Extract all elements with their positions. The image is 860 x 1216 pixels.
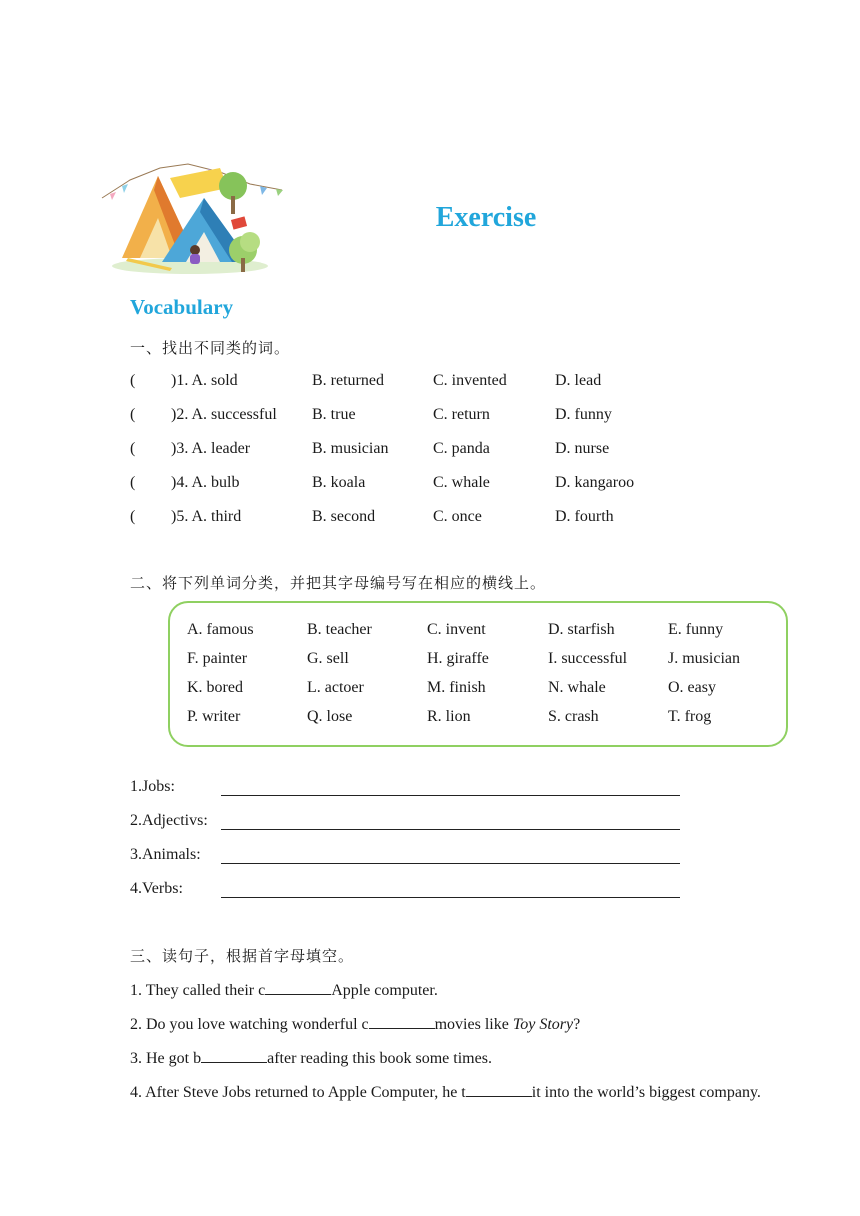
- word-bank-item: R. lion: [427, 708, 471, 725]
- section-heading: Vocabulary: [130, 295, 234, 319]
- word-bank-item: G. sell: [307, 650, 349, 667]
- sentence-text: it into the world’s biggest company.: [531, 1084, 761, 1101]
- sentence-text: 2. Do you love watching wonderful c: [130, 1016, 369, 1033]
- sentence-text: after reading this book some times.: [267, 1050, 492, 1067]
- option-b: B. musician: [312, 440, 389, 457]
- sentence-text: movies like: [434, 1016, 513, 1033]
- word-bank-item: H. giraffe: [427, 650, 489, 667]
- word-bank-item: B. teacher: [307, 621, 372, 638]
- option-c: C. invented: [433, 372, 507, 389]
- option-c: C. once: [433, 508, 482, 525]
- option-b: B. true: [312, 406, 356, 423]
- word-bank-item: S. crash: [548, 708, 599, 725]
- word-bank-item: D. starfish: [548, 621, 615, 638]
- blank[interactable]: [466, 1082, 532, 1097]
- word-bank-item: F. painter: [187, 650, 248, 667]
- option-b: B. koala: [312, 474, 366, 491]
- option-c: C. return: [433, 406, 490, 423]
- word-bank-item: M. finish: [427, 679, 486, 696]
- category-label-jobs: 1.Jobs:: [130, 778, 175, 795]
- word-bank-item: T. frog: [668, 708, 712, 725]
- word-bank-item: J. musician: [668, 650, 740, 667]
- sentence-text: ?: [573, 1016, 581, 1033]
- answer-line-jobs[interactable]: [221, 795, 680, 796]
- option-d: D. kangaroo: [555, 474, 635, 491]
- sentence-text: 3. He got b: [130, 1050, 202, 1067]
- question-paren: (: [130, 474, 136, 491]
- question-number-option-a: )3. A. leader: [171, 440, 251, 457]
- option-d: D. funny: [555, 406, 612, 423]
- blank[interactable]: [201, 1048, 267, 1063]
- sentence-text: 4. After Steve Jobs returned to Apple Computer, he t: [130, 1084, 466, 1101]
- word-bank-item: K. bored: [187, 679, 243, 696]
- option-b: B. second: [312, 508, 376, 525]
- part1-heading: 一、找出不同类的词。: [130, 339, 291, 357]
- question-number-option-a: )1. A. sold: [171, 372, 238, 389]
- word-bank-item: P. writer: [187, 708, 241, 725]
- blank[interactable]: [265, 980, 331, 995]
- option-d: D. fourth: [555, 508, 614, 525]
- category-label-animals: 3.Animals:: [130, 846, 201, 863]
- page-title: Exercise: [435, 202, 537, 233]
- word-bank-item: C. invent: [427, 621, 486, 638]
- sentence-text: Apple computer.: [331, 982, 438, 999]
- option-b: B. returned: [312, 372, 384, 389]
- part3-heading: 三、读句子，根据首字母填空。: [130, 947, 355, 965]
- category-label-adjectives: 2.Adjectivs:: [130, 812, 208, 829]
- answer-line-verbs[interactable]: [221, 897, 680, 898]
- sentence-2: [130, 1014, 580, 1035]
- question-number-option-a: )4. A. bulb: [171, 474, 240, 491]
- word-bank-item: E. funny: [668, 621, 724, 638]
- option-c: C. panda: [433, 440, 490, 457]
- part2-heading: 二、将下列单词分类，并把其字母编号写在相应的横线上。: [130, 574, 547, 592]
- option-d: D. lead: [555, 372, 602, 389]
- answer-line-adjectives[interactable]: [221, 829, 680, 830]
- question-number-option-a: )2. A. successful: [171, 406, 277, 423]
- option-d: D. nurse: [555, 440, 610, 457]
- word-bank-item: N. whale: [548, 679, 606, 696]
- question-number-option-a: )5. A. third: [171, 508, 242, 525]
- question-paren: (: [130, 440, 136, 457]
- answer-line-animals[interactable]: [221, 863, 680, 864]
- word-bank-item: Q. lose: [307, 708, 353, 725]
- option-c: C. whale: [433, 474, 490, 491]
- sentence-1: [130, 980, 438, 1001]
- word-bank-item: A. famous: [187, 621, 254, 638]
- word-bank-item: O. easy: [668, 679, 716, 696]
- question-paren: (: [130, 508, 136, 525]
- sentence-text: 1. They called their c: [130, 982, 266, 999]
- sentence-3: [130, 1048, 492, 1069]
- word-bank-item: I. successful: [548, 650, 628, 667]
- movie-title: Toy Story: [512, 1016, 574, 1033]
- question-paren: (: [130, 406, 136, 423]
- category-label-verbs: 4.Verbs:: [130, 880, 183, 897]
- word-bank-item: L. actoer: [307, 679, 364, 696]
- blank[interactable]: [369, 1014, 435, 1029]
- sentence-4: [130, 1082, 761, 1103]
- question-paren: (: [130, 372, 136, 389]
